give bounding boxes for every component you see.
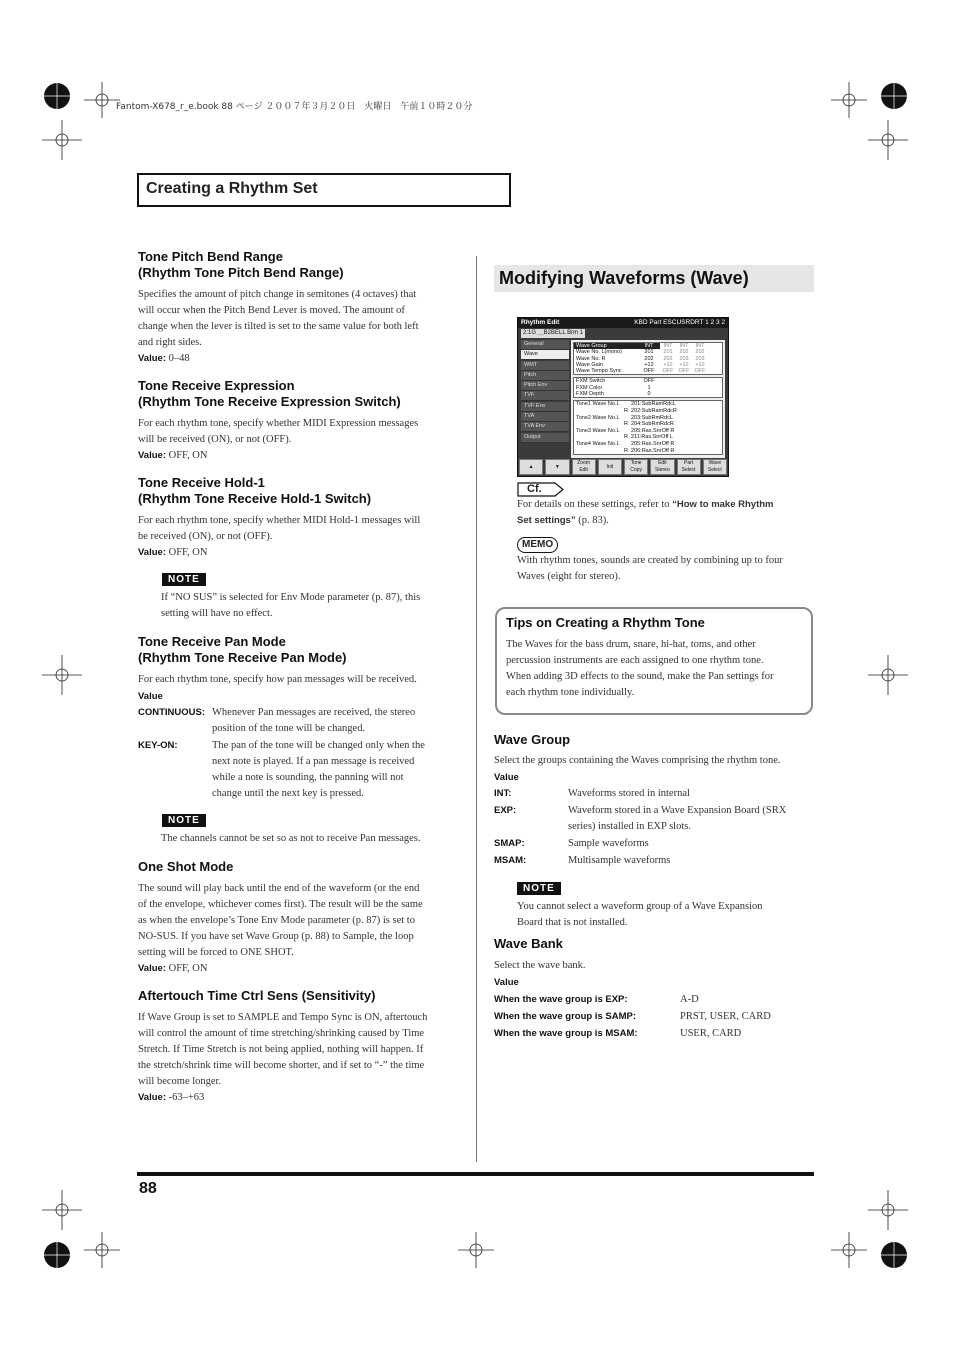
tone-wave-table — [573, 400, 723, 455]
option-label: INT: — [494, 788, 512, 799]
value-label: Value: — [138, 450, 166, 461]
aftertouch-description — [138, 1010, 468, 1090]
tone-row[interactable] — [574, 408, 722, 415]
wave-group-exp — [494, 803, 814, 835]
screen-header — [518, 318, 728, 328]
text-line: percussion instruments are each assigned to one rhythm tone. — [506, 655, 764, 666]
param-name: Wave No. L(mono) — [576, 349, 622, 356]
wave-bank-description: Select the wave bank. — [494, 960, 586, 971]
wave-group-smap — [494, 836, 814, 852]
text-line: will become longer. — [138, 1076, 222, 1087]
text-line: next note is played. If a pan message is received — [212, 756, 415, 767]
screen-button[interactable]: Zoom Edit — [572, 459, 596, 475]
option-value: A-D — [680, 994, 699, 1005]
text-part: (p. 83). — [575, 515, 609, 526]
tone-label: Tone3 Wave No.L — [576, 427, 620, 434]
print-info-line: Fantom-X678_r_e.book 88 ページ ２００７年３月２０日 火曜日 午前１０時２０分 — [116, 102, 473, 112]
note-text: The channels cannot be set so as not to receive Pan messages. — [161, 833, 421, 844]
screen-tab[interactable]: TVF — [521, 391, 569, 401]
option-label: When the wave group is MSAM: — [494, 1028, 638, 1039]
text-line: Stretch. If Time Stretch is not being applied, nothing will happen. If — [138, 1044, 424, 1055]
screen-header-right: KBD Part ESCUSRDRT 1 2 3 2 — [634, 319, 725, 326]
screen-params — [571, 340, 725, 458]
heading-line: Tone Receive Expression — [138, 378, 295, 393]
screen-tab[interactable]: WMT — [521, 361, 569, 371]
section-title: Creating a Rhythm Set — [146, 180, 318, 197]
option-desc — [212, 705, 415, 737]
rhythm-edit-screen — [517, 317, 729, 477]
screen-tab-selected[interactable]: Wave — [521, 350, 569, 360]
param-value: 202 — [644, 355, 654, 362]
wave-params-table — [573, 342, 723, 375]
tone-row[interactable] — [574, 421, 722, 428]
wave-group-description: Select the groups containing the Waves comprising the rhythm tone. — [494, 755, 781, 766]
screen-tab[interactable]: TVF Env — [521, 402, 569, 412]
tone-label: Tone2 Wave No.L — [576, 414, 620, 421]
tips-text — [506, 637, 806, 701]
heading-line: Tone Receive Hold-1 — [138, 475, 265, 490]
option-value: USER, CARD — [680, 1028, 742, 1039]
text-part: For details on these settings, refer to — [517, 499, 673, 510]
option-label: SMAP: — [494, 838, 525, 849]
tone-label: R — [624, 447, 628, 454]
option-desc — [568, 803, 786, 835]
pan-note — [162, 810, 468, 847]
column-divider — [476, 256, 477, 1162]
note-text — [517, 899, 814, 931]
screen-subheader: 2:1G ＿B2BELL Brm 1 — [523, 330, 584, 336]
value-heading: Value — [494, 772, 519, 783]
param-value: 202 — [663, 355, 673, 362]
memo-badge: MEMO — [517, 537, 558, 553]
heading-line: (Rhythm Tone Receive Pan Mode) — [138, 650, 347, 665]
value-label: Value: — [138, 353, 166, 364]
value-text: -63–+63 — [166, 1092, 205, 1103]
param-value: OFF — [678, 368, 690, 375]
option-label: KEY-ON: — [138, 740, 178, 751]
cross-reference: Set settings” — [517, 515, 576, 526]
param-value: INT — [663, 343, 673, 349]
text-line: the stretch/shrink time will become shorter, and if set to “-” the time — [138, 1060, 425, 1071]
wave-bank-samp — [494, 1008, 814, 1025]
heading-pan — [138, 634, 468, 666]
tone-wave: 204:SubRmRdcR — [631, 421, 674, 428]
screen-tab[interactable]: Pitch — [521, 371, 569, 381]
value-label: Value: — [138, 963, 166, 974]
text-line: setting will be forced to ONE SHOT. — [138, 947, 294, 958]
one-shot-value — [138, 961, 468, 977]
tone-row[interactable] — [574, 428, 722, 435]
tone-row[interactable] — [574, 441, 722, 448]
text-line: of the envelope, whichever comes first). The result will be the same — [138, 899, 423, 910]
param-value: 201 — [663, 349, 673, 356]
text-line: The Waves for the bass drum, snare, hi-hat, toms, and other — [506, 639, 756, 650]
screen-buttons — [519, 459, 727, 475]
tone-row[interactable] — [574, 448, 722, 455]
param-value: INT — [695, 343, 705, 349]
hold-description — [138, 513, 468, 545]
tone-wave: 201:SubRamRdcL — [631, 401, 676, 408]
pan-option-keyon — [138, 738, 468, 802]
big-title: Modifying Waveforms (Wave) — [499, 268, 749, 288]
option-label: When the wave group is SAMP: — [494, 1011, 636, 1022]
param-name: Wave Gain — [576, 361, 604, 368]
tone-wave: 206:Ras.SnrOff R — [631, 447, 675, 454]
text-line: and right sides. — [138, 337, 202, 348]
screen-button[interactable]: Init — [598, 459, 622, 475]
tone-wave: 205:Ras.SnrOff R — [631, 440, 675, 447]
arrow-up-icon[interactable]: ▲ — [519, 459, 543, 475]
option-value: PRST, USER, CARD — [680, 1011, 771, 1022]
text-line: Specifies the amount of pitch change in semitones (4 octaves) that — [138, 289, 417, 300]
arrow-down-icon[interactable]: ▼ — [545, 459, 569, 475]
text-line: If Wave Group is set to SAMPLE and Tempo Sync is ON, aftertouch — [138, 1012, 428, 1023]
heading-wave-bank: Wave Bank — [494, 936, 563, 951]
screen-tab[interactable]: TVA Env — [521, 422, 569, 432]
param-value: +12 — [644, 361, 654, 368]
text-line: For each rhythm tone, specify whether MIDI Expression messages — [138, 418, 419, 429]
param-value: INT — [679, 343, 689, 349]
cf-text — [517, 497, 817, 529]
param-value: OFF — [643, 368, 655, 375]
param-value: +12 — [695, 361, 705, 368]
value-heading: Value — [494, 977, 519, 988]
value-label: Value: — [138, 547, 166, 558]
heading-line: Tone Pitch Bend Range — [138, 249, 283, 264]
param-value: OFF — [643, 378, 655, 385]
param-value: 203 — [679, 355, 689, 362]
param-name: Wave No. R — [576, 355, 606, 362]
note-badge: NOTE — [162, 814, 206, 827]
value-heading: Value — [138, 691, 163, 702]
option-desc: Multisample waveforms — [568, 855, 671, 866]
wave-group-note — [517, 878, 814, 931]
option-label: When the wave group is EXP: — [494, 994, 628, 1005]
text-line: NO-SUS. If you have set Wave Group (p. 88) to Sample, the loop — [138, 931, 414, 942]
param-name: Wave Group — [574, 343, 638, 349]
pitch-bend-value — [138, 351, 468, 367]
tone-wave: 203:SubRmRdcL — [631, 414, 673, 421]
left-column — [138, 249, 468, 1106]
screen-tabs — [521, 340, 569, 443]
heading-line: (Rhythm Tone Receive Hold-1 Switch) — [138, 491, 372, 506]
tone-label: R — [624, 434, 628, 441]
text-line: If “NO SUS” is selected for Env Mode parameter (p. 87), this — [161, 592, 421, 603]
tone-row[interactable] — [574, 415, 722, 422]
tone-label: Tone1 Wave No.L — [576, 401, 620, 408]
tone-wave: 202:SubRamRdcR — [631, 407, 677, 414]
text-line: Board that is not installed. — [517, 917, 628, 928]
param-row[interactable] — [574, 368, 722, 374]
heading-pitch-bend — [138, 249, 468, 281]
param-value: 0 — [647, 391, 651, 398]
param-name: Wave Tempo Sync — [576, 368, 622, 375]
param-value: 203 — [695, 355, 705, 362]
param-value: INT — [638, 343, 660, 349]
text-line: series) installed in EXP slots. — [568, 821, 691, 832]
wave-group-section — [494, 732, 814, 931]
tone-label: Tone4 Wave No.L — [576, 440, 620, 447]
text-line: change when the lever is tilted is set to the same value for both left — [138, 321, 419, 332]
option-label: CONTINUOUS: — [138, 707, 206, 718]
option-desc: Waveforms stored in internal — [568, 788, 690, 799]
tone-label: R — [624, 407, 628, 414]
heading-line: Tone Receive Pan Mode — [138, 634, 286, 649]
pan-description: For each rhythm tone, specify how pan messages will be received. — [138, 674, 417, 685]
footer-rule — [137, 1172, 814, 1176]
screen-title: Rhythm Edit — [521, 319, 560, 326]
heading-wave-group: Wave Group — [494, 732, 571, 747]
screen-tab[interactable]: TVA — [521, 412, 569, 422]
param-value: OFF — [694, 368, 706, 375]
text-line: For each rhythm tone, specify whether MIDI Hold-1 messages will — [138, 515, 421, 526]
option-label: EXP: — [494, 805, 517, 816]
param-name: FXM Switch — [576, 378, 606, 385]
param-value: 202 — [679, 349, 689, 356]
pitch-bend-description — [138, 287, 468, 351]
tips-title: Tips on Creating a Rhythm Tone — [506, 615, 705, 630]
tone-row[interactable] — [574, 434, 722, 441]
text-line: The pan of the tone will be changed only when the — [212, 740, 425, 751]
value-text: OFF, ON — [166, 547, 208, 558]
tone-wave: 205:Ras.SnrOff R — [631, 427, 675, 434]
heading-hold — [138, 475, 468, 507]
pan-option-continuous — [138, 705, 468, 737]
heading-line: (Rhythm Tone Pitch Bend Range) — [138, 265, 344, 280]
tone-wave: 211:Ras.SnrOff L — [631, 434, 673, 441]
param-value: 201 — [644, 349, 654, 356]
text-line: Whenever Pan messages are received, the stereo — [212, 707, 416, 718]
text-line: position of the tone will be changed. — [212, 723, 366, 734]
option-desc: Sample waveforms — [568, 838, 649, 849]
wave-bank-section — [494, 936, 814, 1042]
screen-button[interactable]: Edit Stereo — [650, 459, 674, 475]
text-line: When adding 3D effects to the sound, make the Pan settings for — [506, 671, 774, 682]
wave-bank-exp — [494, 991, 814, 1008]
hold-note — [162, 569, 468, 622]
option-desc — [212, 738, 425, 802]
expression-value — [138, 448, 468, 464]
expression-description — [138, 416, 468, 448]
value-label: Value: — [138, 1092, 166, 1103]
text-line: while a note is sounding, the panning will not — [212, 772, 404, 783]
value-text: OFF, ON — [166, 963, 208, 974]
option-label: MSAM: — [494, 855, 527, 866]
text-line: setting will have no effect. — [161, 608, 273, 619]
cf-label: Cf. — [527, 483, 542, 495]
param-name: FXM Color — [576, 384, 603, 391]
value-text: 0–48 — [166, 353, 190, 364]
one-shot-description — [138, 881, 468, 961]
screen-button[interactable]: Wave Select — [703, 459, 727, 475]
fxm-table — [573, 377, 723, 398]
text-line — [517, 497, 817, 513]
page-number: 88 — [139, 1180, 157, 1197]
text-line: each rhythm tone individually. — [506, 687, 635, 698]
note-badge: NOTE — [517, 882, 561, 895]
tone-label: R — [624, 421, 628, 428]
screen-tab[interactable]: Pitch Env — [521, 381, 569, 391]
wave-group-int — [494, 786, 814, 802]
heading-expression — [138, 378, 468, 410]
screen-button[interactable]: Part Select — [677, 459, 701, 475]
screen-tab[interactable]: General — [521, 340, 569, 350]
text-line: With rhythm tones, sounds are created by combining up to four — [517, 555, 783, 566]
text-line: The sound will play back until the end of the waveform (or the end — [138, 883, 420, 894]
text-line: will occur when the Pitch Bend Lever is moved. The amount of — [138, 305, 405, 316]
screen-tab[interactable]: Output — [521, 433, 569, 443]
value-text: OFF, ON — [166, 450, 208, 461]
text-line: Waveform stored in a Wave Expansion Board (SRX — [568, 805, 787, 816]
memo-text — [517, 553, 817, 585]
text-line: will control the amount of time stretching/shrinking caused by Time — [138, 1028, 425, 1039]
heading-aftertouch: Aftertouch Time Ctrl Sens (Sensitivity) — [138, 988, 376, 1003]
text-line: as when the envelope’s Tone Env Mode parameter (p. 87) is set to — [138, 915, 415, 926]
wave-group-msam — [494, 853, 814, 869]
aftertouch-value — [138, 1090, 468, 1106]
cross-reference: “How to make Rhythm — [672, 499, 774, 510]
text-line: will be received (ON), or not (OFF). — [138, 434, 292, 445]
wave-bank-msam — [494, 1025, 814, 1042]
note-badge: NOTE — [162, 573, 206, 586]
text-line — [517, 513, 817, 529]
param-value: OFF — [662, 368, 674, 375]
param-row[interactable] — [574, 391, 722, 397]
text-line: You cannot select a waveform group of a Wave Expansion — [517, 901, 763, 912]
tone-row[interactable] — [574, 401, 722, 408]
param-name: FXM Depth — [576, 391, 604, 398]
text-line: change until the next key is pressed. — [212, 788, 364, 799]
param-value: +12 — [663, 361, 673, 368]
hold-value — [138, 545, 468, 561]
heading-one-shot: One Shot Mode — [138, 859, 234, 874]
screen-button[interactable]: Tone Copy — [624, 459, 648, 475]
text-line: be received (ON), or not (OFF). — [138, 531, 273, 542]
heading-line: (Rhythm Tone Receive Expression Switch) — [138, 394, 401, 409]
param-value: 202 — [695, 349, 705, 356]
text-line: Waves (eight for stereo). — [517, 571, 621, 582]
note-text — [161, 590, 468, 622]
param-value: 1 — [647, 384, 651, 391]
param-value: +12 — [679, 361, 689, 368]
